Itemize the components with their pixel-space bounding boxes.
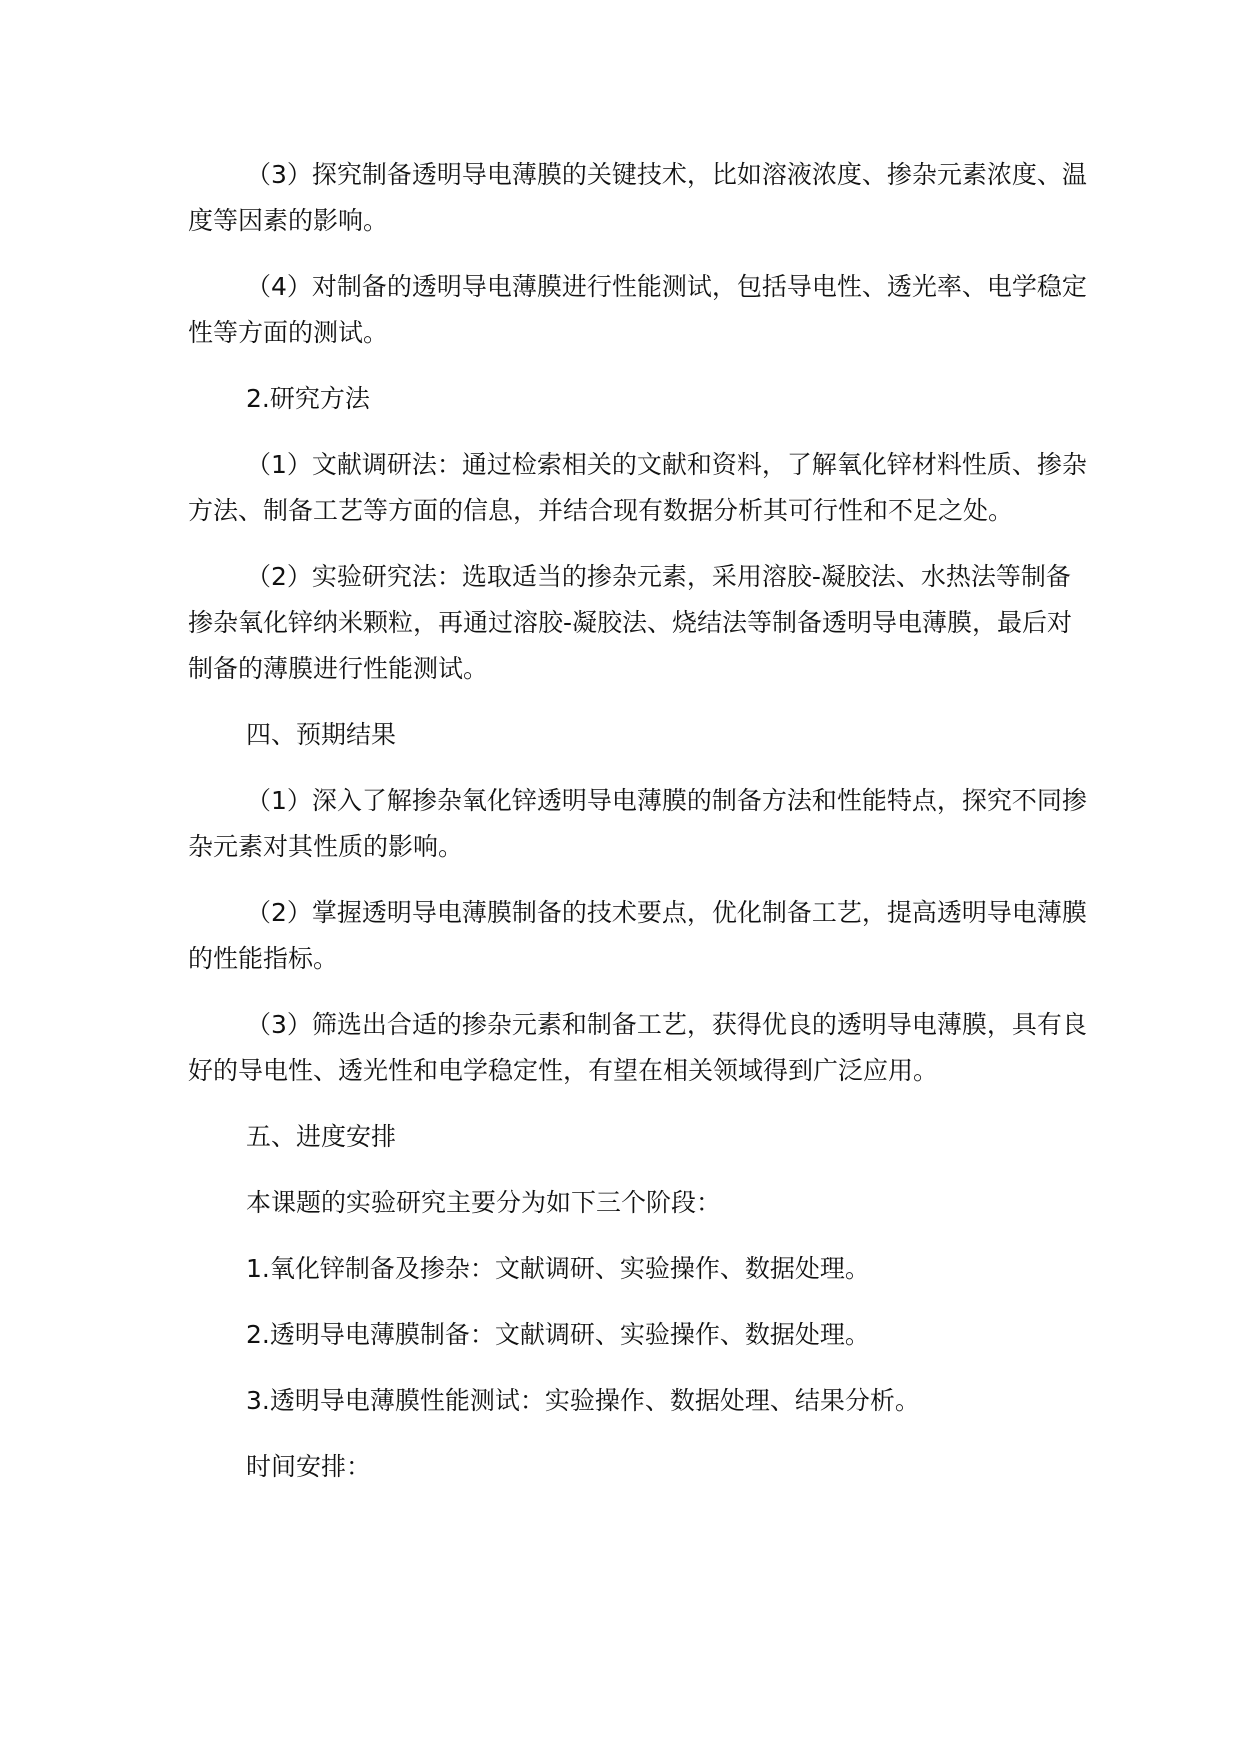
paragraph-method-experiment: （2）实验研究法：选取适当的掺杂元素，采用溶胶-凝胶法、水热法等制备掺杂氧化锌纳米颗粒，再通过溶胶-凝胶法、烧结法等制备透明导电薄膜，最后对制备的薄膜进行性能测试。	[188, 562, 1073, 683]
paragraph-stage-2: 2.透明导电薄膜制备：文献调研、实验操作、数据处理。	[246, 1320, 870, 1349]
document-body	[188, 152, 1088, 1510]
paragraph-stage-3: 3.透明导电薄膜性能测试：实验操作、数据处理、结果分析。	[246, 1386, 920, 1415]
paragraph-result-3: （3）筛选出合适的掺杂元素和制备工艺，获得优良的透明导电薄膜，具有良好的导电性、透光性和电学稳定性，有望在相关领域得到广泛应用。	[188, 1010, 1087, 1085]
heading-research-methods: 2.研究方法	[246, 384, 370, 413]
paragraph-schedule-intro: 本课题的实验研究主要分为如下三个阶段：	[246, 1188, 722, 1217]
paragraph-research-item-3: （3）探究制备透明导电薄膜的关键技术，比如溶液浓度、掺杂元素浓度、温度等因素的影响。	[188, 160, 1087, 235]
paragraph-stage-1: 1.氧化锌制备及掺杂：文献调研、实验操作、数据处理。	[246, 1254, 870, 1283]
heading-schedule: 五、进度安排	[246, 1122, 397, 1151]
paragraph-research-item-4: （4）对制备的透明导电薄膜进行性能测试，包括导电性、透光率、电学稳定性等方面的测试。	[188, 272, 1087, 347]
paragraph-result-1: （1）深入了解掺杂氧化锌透明导电薄膜的制备方法和性能特点，探究不同掺杂元素对其性质的影响。	[188, 786, 1087, 861]
paragraph-result-2: （2）掌握透明导电薄膜制备的技术要点，优化制备工艺，提高透明导电薄膜的性能指标。	[188, 898, 1087, 973]
paragraph-time-schedule: 时间安排：	[246, 1452, 372, 1481]
paragraph-method-literature: （1）文献调研法：通过检索相关的文献和资料，了解氧化锌材料性质、掺杂方法、制备工艺等方面的信息，并结合现有数据分析其可行性和不足之处。	[188, 450, 1087, 525]
heading-expected-results: 四、预期结果	[246, 720, 397, 749]
